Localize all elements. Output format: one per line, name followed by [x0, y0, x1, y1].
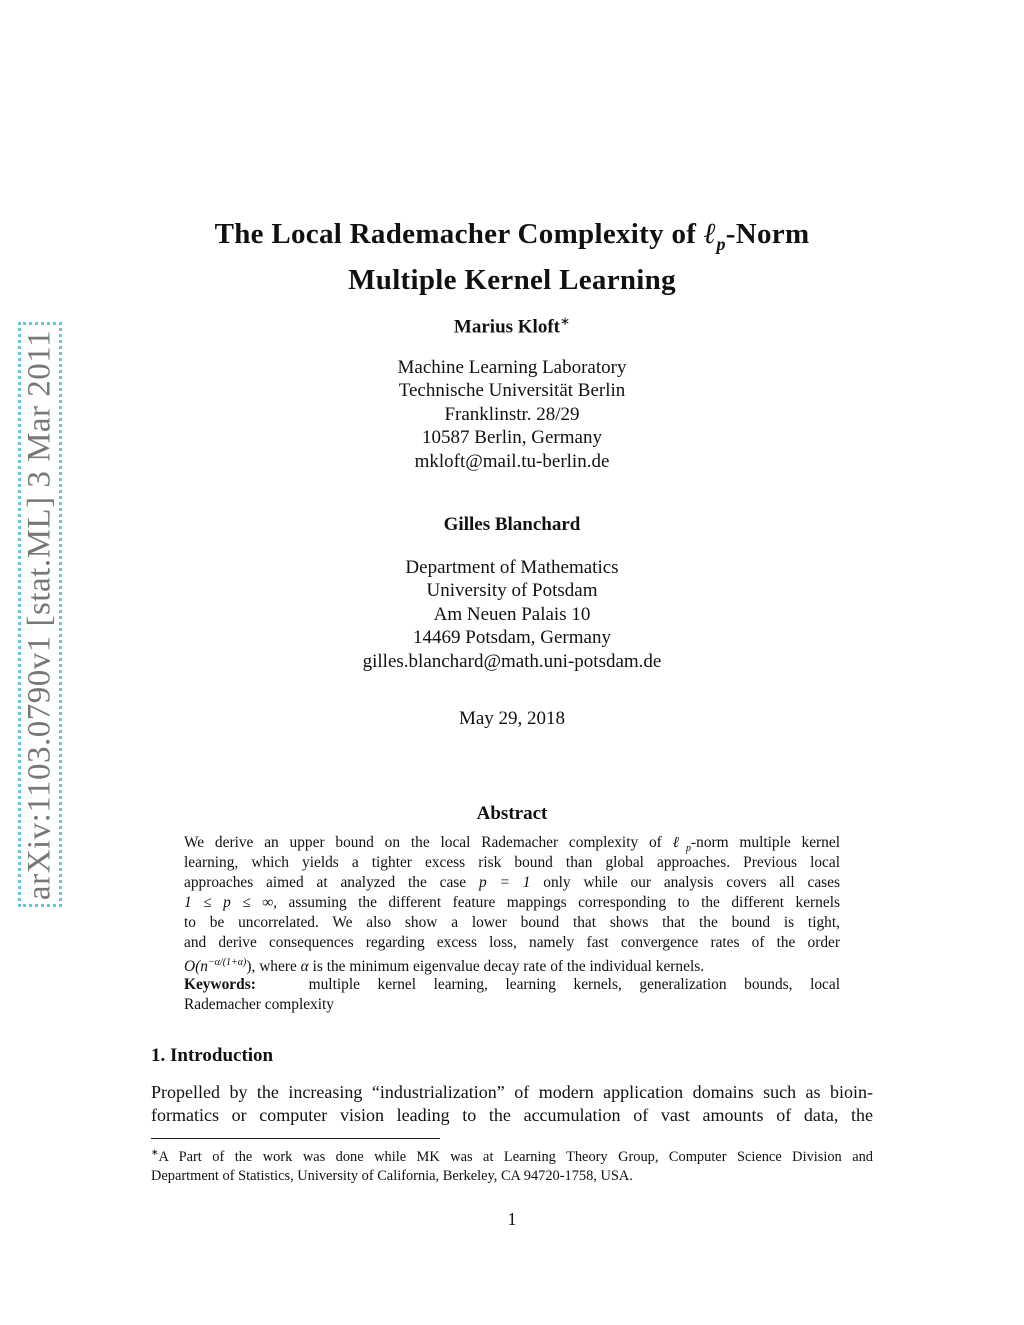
abstract-line: We derive an upper bound on the local Rademacher complexity of ℓ$_p$-norm multiple kernel	[184, 834, 840, 855]
abstract-heading: Abstract	[476, 803, 548, 824]
keywords-line: Keywords: multiple kernel learning, learning kernels, generalization bounds, local	[184, 976, 840, 993]
footnote-mark: ∗	[151, 1147, 159, 1157]
author-footnote-mark: ∗	[560, 314, 571, 328]
footnote	[151, 1143, 873, 1186]
affiliation-line: Machine Learning Laboratory	[397, 357, 627, 378]
keywords-label: Keywords:	[184, 976, 256, 993]
affiliation-line: Technische Universität Berlin	[398, 380, 626, 402]
abstract-line: 1 ≤ p ≤ ∞, assuming the different feature mappings corresponding to the different kernels	[184, 894, 840, 911]
title-ell-symbol: ℓ	[703, 218, 717, 250]
body-line: formatics or computer vision leading to the accumulation of vast amounts of data, the	[151, 1105, 873, 1125]
author-name: Gilles Blanchard	[443, 514, 581, 535]
author-affiliation	[0, 356, 1024, 473]
intro-body	[151, 1081, 873, 1127]
footnote-line: Department of Statistics, University of California, Berkeley, CA 94720-1758, USA.	[151, 1167, 633, 1184]
paper-date: May 29, 2018	[458, 708, 566, 729]
abstract-line: to be uncorrelated. We also show a lower bound that shows that the bound is tight,	[184, 914, 840, 931]
arxiv-stamp-text: arXiv:1103.0790v1 [stat.ML] 3 Mar 2011	[21, 329, 58, 901]
affiliation-line: Department of Mathematics	[405, 557, 619, 578]
abstract-body	[184, 833, 840, 1015]
abstract-line: $O(n^{-\alpha/(1+\alpha)})$, where α is the minimum eigenvalue decay rate of the individual kernels.	[184, 957, 705, 975]
affiliation-line: Am Neuen Palais 10	[433, 603, 591, 625]
abstract-line: learning, which yields a tighter excess risk bound than global approaches. Previous local	[184, 854, 840, 871]
affiliation-line: 14469 Potsdam, Germany	[413, 627, 611, 649]
author-name: Marius Kloft∗	[453, 314, 571, 338]
author-email: gilles.blanchard@math.uni-potsdam.de	[362, 650, 662, 672]
title-line1-prefix: The Local Rademacher Complexity of	[214, 218, 704, 250]
body-line: Propelled by the increasing “industrialization” of modern application domains such as bioin-	[151, 1082, 873, 1102]
title-ell-sub: p	[716, 233, 726, 254]
title-line2: Multiple Kernel Learning	[348, 263, 676, 296]
section-heading: 1. Introduction	[151, 1045, 274, 1066]
footnote-line: ∗A Part of the work was done while MK was at Learning Theory Group, Computer Science Division and	[151, 1147, 873, 1165]
page-number: 1	[507, 1209, 517, 1229]
author-affiliation	[0, 556, 1024, 673]
keywords-line: Rademacher complexity	[184, 996, 334, 1013]
affiliation-line: Franklinstr. 28/29	[444, 403, 580, 425]
affiliation-line: 10587 Berlin, Germany	[422, 427, 602, 449]
title-line1-suffix: -Norm	[725, 218, 810, 250]
abstract-line: and derive consequences regarding excess loss, namely fast convergence rates of the order	[184, 934, 840, 951]
affiliation-line: University of Potsdam	[426, 580, 598, 602]
abstract-line: approaches aimed at analyzed the case p = 1 only while our analysis covers all cases	[184, 874, 840, 891]
footnote-rule	[151, 1138, 440, 1139]
paper-title	[130, 216, 894, 298]
author-email: mkloft@mail.tu-berlin.de	[414, 450, 610, 472]
